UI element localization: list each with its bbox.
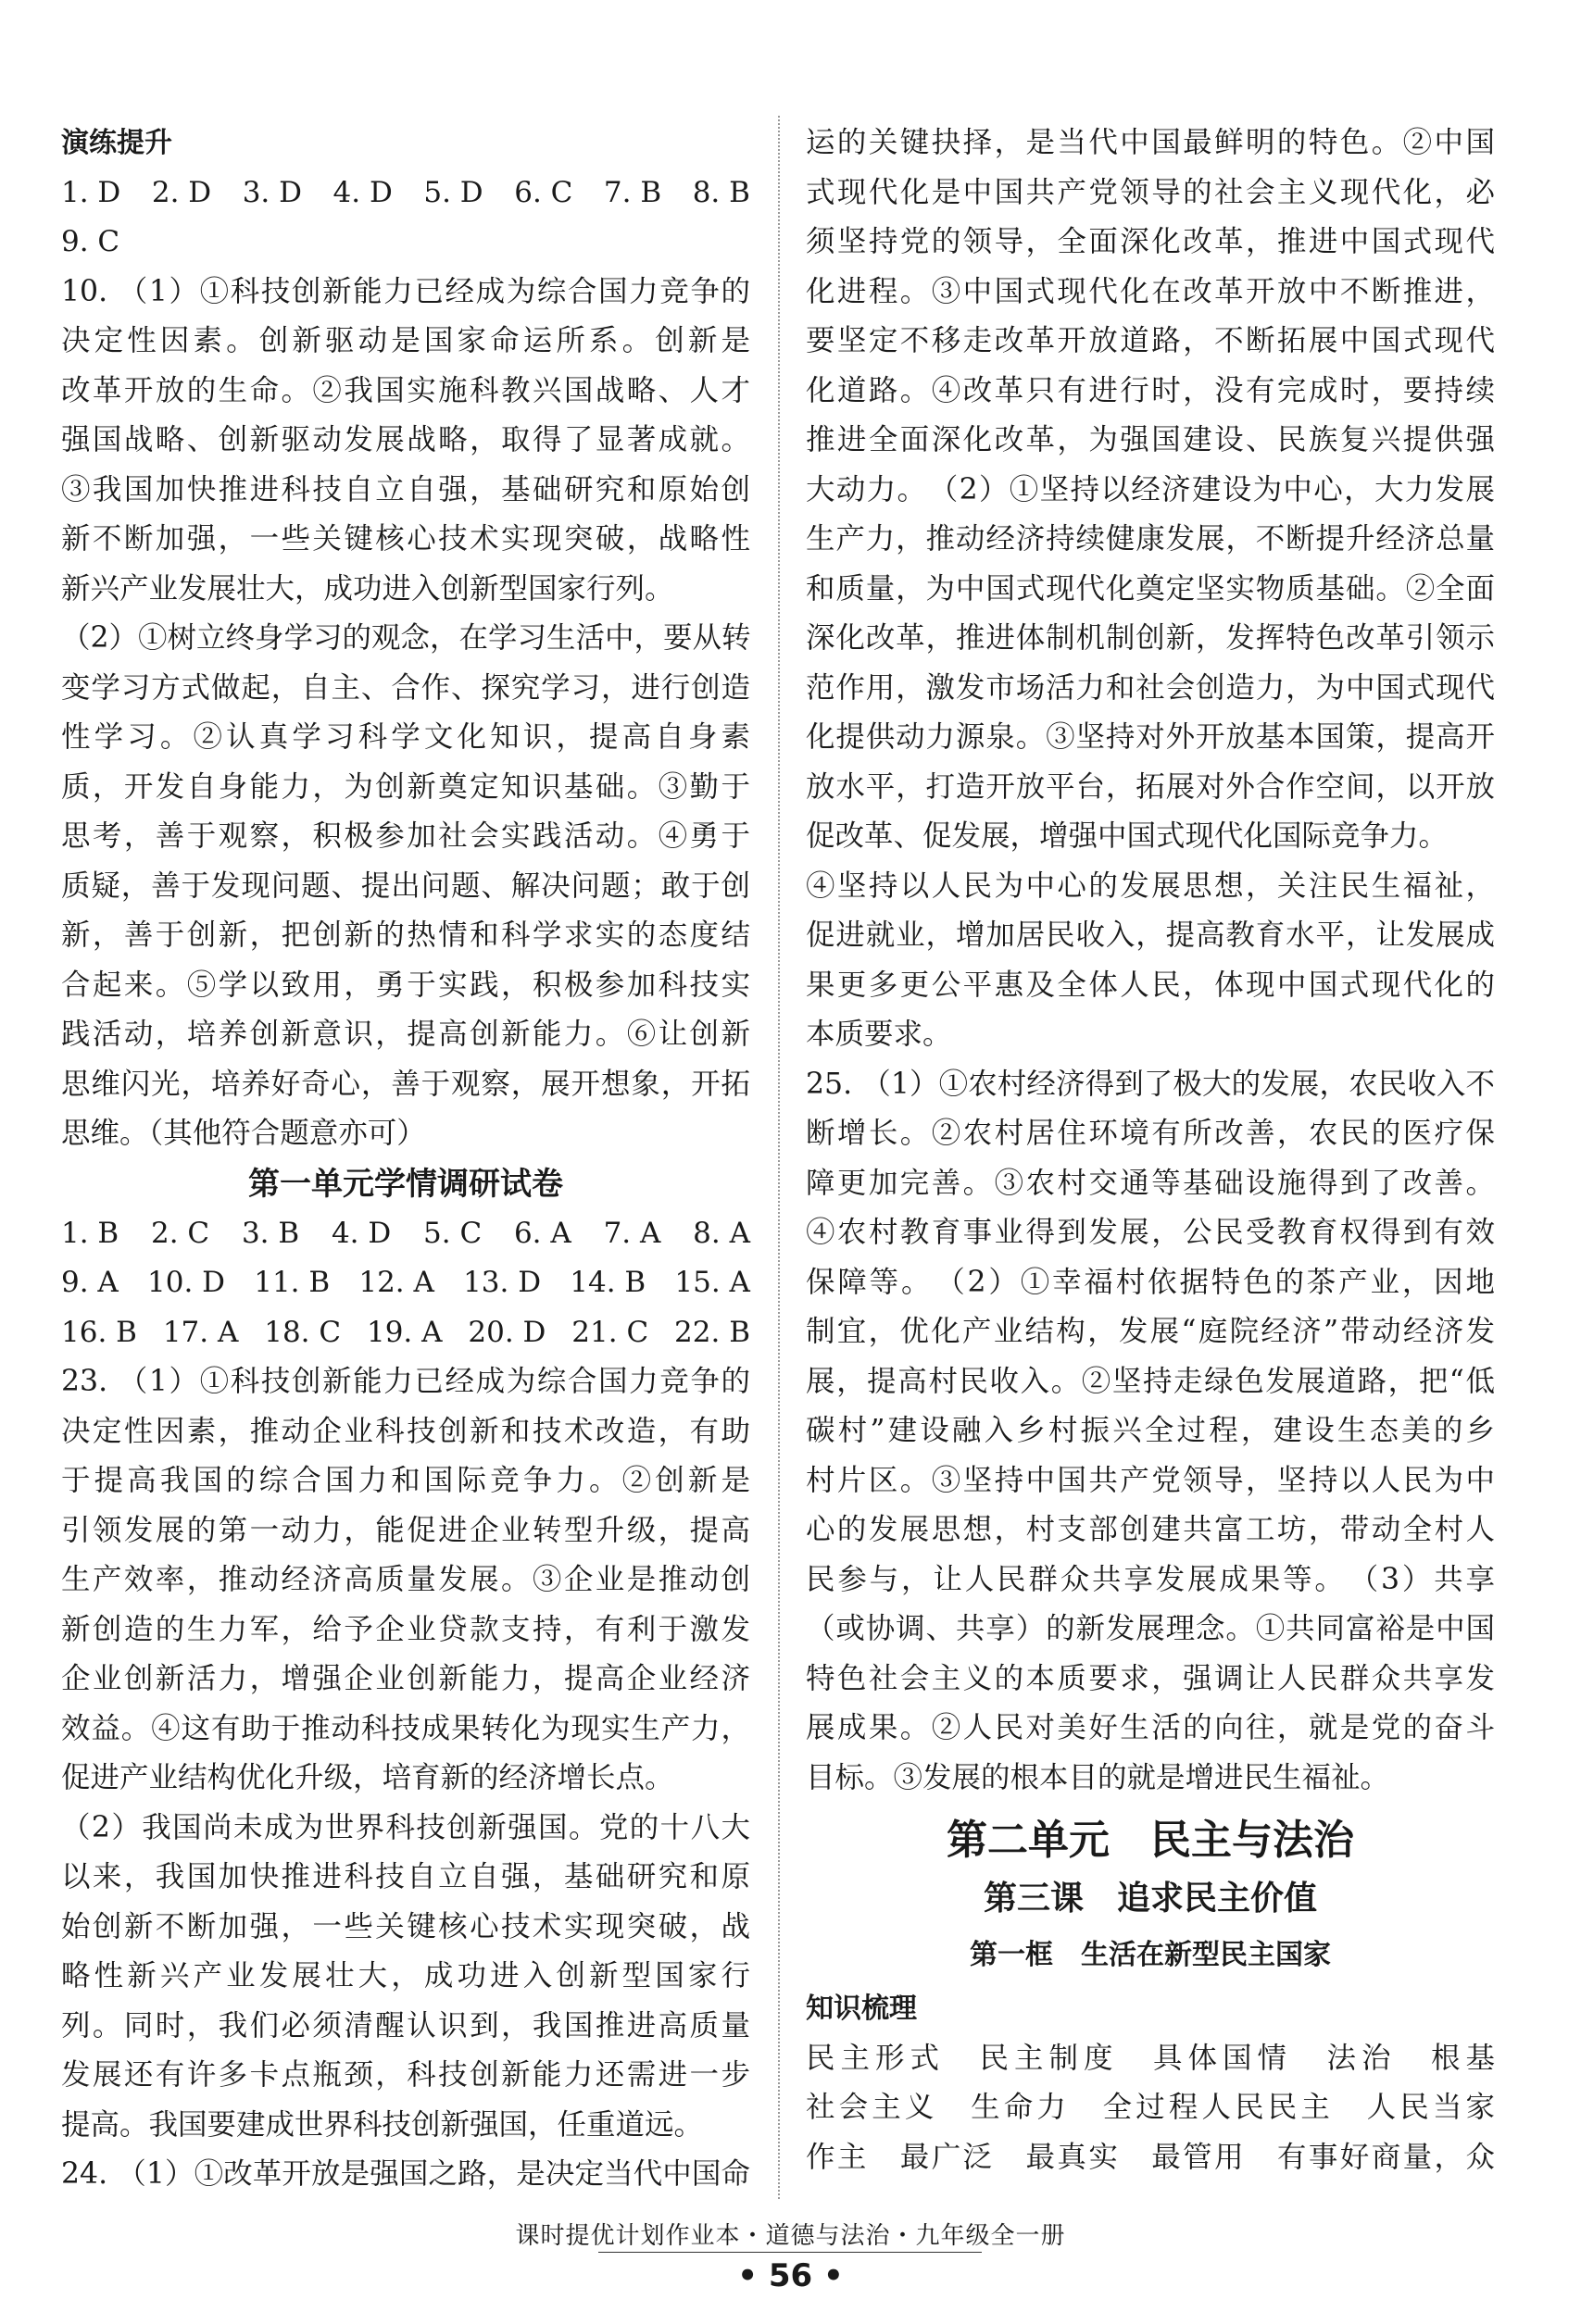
text-line: 民参与，让人民群众共享发展成果等。 （3）共享 (806, 1562, 1495, 1596)
text-line: 大动力。 （2）①坚持以经济建设为中心，大力发展 (806, 472, 1495, 506)
text-line: 思考，善于观察，积极参加社会实践活动。④勇于 (61, 819, 750, 853)
right-column (806, 119, 1495, 2182)
text-line: 生产力，推动经济持续健康发展，不断提升经济总量 (806, 522, 1495, 556)
text-line: 强国战略、创新驱动发展战略，取得了显著成就。 (61, 423, 750, 456)
answer-item: 3. D (242, 175, 302, 209)
text-line: 式现代化是中国共产党领导的社会主义现代化，必 (806, 175, 1495, 209)
text-line: ④坚持以人民为中心的发展思想，关注民生福祉， (806, 868, 1495, 903)
text-line: 本质要求。 (806, 1018, 952, 1051)
text-line: ③我国加快推进科技自立自强，基础研究和原始创 (61, 472, 750, 506)
text-line: 质疑，善于发现问题、提出问题、解决问题；敢于创 (61, 868, 750, 903)
footer-rule (598, 2252, 982, 2253)
answer-item: 22. B (674, 1315, 750, 1349)
text-line: 化提供动力源泉。③坚持对外开放基本国策，提高开 (806, 720, 1495, 754)
left-column (61, 119, 750, 2200)
answer-item: 2. D (151, 175, 212, 209)
answer-item: 5. C (423, 1216, 483, 1250)
text-line: 和质量，为中国式现代化奠定坚实物质基础。②全面 (806, 571, 1495, 606)
practice-answers-row-2 (61, 218, 750, 268)
answer-item: 7. A (603, 1216, 661, 1250)
question-24-continued (806, 119, 1495, 1060)
text-line: ④农村教育事业得到发展，公民受教育权得到有效 (806, 1216, 1495, 1249)
text-line: 23. （1）①科技创新能力已经成为综合国力竞争的 (61, 1365, 750, 1398)
text-line: 始创新不断加强，一些关键核心技术实现突破，战 (61, 1909, 750, 1943)
answer-item: 10. D (147, 1266, 226, 1299)
text-line: 碳村”建设融入乡村振兴全过程，建设生态美的乡 (806, 1414, 1495, 1447)
lesson-title: 第三课 追求民主价值 (983, 1880, 1317, 1918)
answer-item: 18. C (264, 1315, 342, 1349)
text-line: 新不断加强，一些关键核心技术实现突破，战略性 (61, 522, 750, 556)
answer-item: 11. B (254, 1266, 331, 1299)
answer-item: 9. C (61, 225, 120, 258)
text-line: 促进就业，增加居民收入，提高教育水平，让发展成 (806, 918, 1495, 952)
answer-item: 8. B (692, 175, 750, 209)
unit-title: 第二单元 民主与法治 (947, 1817, 1354, 1864)
text-line: 10. （1）①科技创新能力已经成为综合国力竞争的 (61, 274, 750, 308)
answer-item: 4. D (333, 175, 393, 209)
text-line: 促进产业结构优化升级，培育新的经济增长点。 (61, 1761, 674, 1794)
answer-item: 17. A (162, 1315, 239, 1349)
text-line: 心的发展思想，村支部创建共富工坊，带动全村人 (806, 1513, 1495, 1546)
text-line: 改革开放的生命。②我国实施科教兴国战略、人才 (61, 373, 750, 407)
text-line: 新，善于创新，把创新的热情和科学求实的态度结 (61, 918, 750, 952)
unit-test-heading: 第一单元学情调研试卷 (248, 1165, 563, 1203)
question-25-answer (806, 1060, 1495, 1804)
answer-item: 7. B (603, 175, 662, 209)
test-answers-row-2 (61, 1258, 750, 1308)
answer-item: 21. C (571, 1315, 649, 1349)
text-line: 作主 最广泛 最真实 最管用 有事好商量，众 (806, 2140, 1495, 2174)
answer-item: 1. D (61, 175, 121, 209)
text-line: 放水平，打造开放平台，拓展对外合作空间，以开放 (806, 769, 1495, 804)
text-line: 断增长。②农村居住环境有所改善，农民的医疗保 (806, 1117, 1495, 1150)
answer-item: 6. A (513, 1216, 571, 1250)
text-line: 展，提高村民收入。②坚持走绿色发展道路，把“低 (806, 1364, 1495, 1398)
answer-item: 5. D (423, 175, 483, 209)
text-line: 以来，我国加快推进科技自立自强，基础研究和原 (61, 1860, 750, 1893)
text-line: 发展还有许多卡点瓶颈，科技创新能力还需进一步 (61, 2058, 750, 2092)
text-line: 保障等。 （2）①幸福村依据特色的茶产业，因地 (806, 1265, 1495, 1299)
text-line: 新兴产业发展壮大，成功进入创新型国家行列。 (61, 571, 674, 606)
answer-item: 9. A (61, 1266, 119, 1299)
answer-item: 19. A (366, 1315, 443, 1349)
text-line: 思维闪光，培养好奇心，善于观察，展开想象，开拓 (61, 1067, 750, 1101)
practice-answers-row-1 (61, 169, 750, 219)
text-line: （或协调、共享）的新发展理念。①共同富裕是中国 (806, 1612, 1495, 1645)
text-line: 要坚定不移走改革开放道路，不断拓展中国式现代 (806, 324, 1495, 357)
text-line: 民主形式 民主制度 具体国情 法治 根基 (806, 2041, 1495, 2075)
answer-item: 1. B (61, 1216, 119, 1250)
text-line: 效益。④这有助于推动科技成果转化为现实生产力， (61, 1711, 750, 1745)
text-line: 列。同时，我们必须清醒认识到，我国推进高质量 (61, 2008, 750, 2043)
frame-title: 第一框 生活在新型民主国家 (970, 1939, 1331, 1971)
text-line: 展成果。②人民对美好生活的向往，就是党的奋斗 (806, 1711, 1495, 1744)
text-line: 目标。③发展的根本目的就是增进民生福祉。 (806, 1760, 1390, 1794)
text-line: （2）我国尚未成为世界科技创新强国。党的十八大 (61, 1810, 750, 1844)
answer-item: 2. C (151, 1216, 210, 1250)
text-line: 24. （1）①改革开放是强国之路，是决定当代中国命 (61, 2157, 750, 2191)
text-line: 村片区。③坚持中国共产党领导，坚持以人民为中 (806, 1463, 1495, 1497)
practice-heading: 演练提升 (61, 127, 172, 159)
test-answers-row-3 (61, 1308, 750, 1358)
text-line: （2）①树立终身学习的观念，在学习生活中，要从转 (61, 621, 751, 655)
answer-item: 12. A (358, 1266, 434, 1299)
text-line: 化进程。③中国式现代化在改革开放中不断推进， (806, 274, 1495, 308)
text-line: 障更加完善。③农村交通等基础设施得到了改善。 (806, 1166, 1495, 1200)
text-line: 须坚持党的领导，全面深化改革，推进中国式现代 (806, 225, 1495, 258)
text-line: 25. （1）①农村经济得到了极大的发展，农民收入不 (806, 1067, 1495, 1101)
text-line: 促改革、促发展，增强中国式现代化国际竞争力。 (806, 819, 1449, 853)
answer-item: 6. C (514, 175, 573, 209)
page-number: • 56 • (737, 2257, 844, 2294)
text-line: 性学习。②认真学习科学文化知识，提高自身素 (61, 720, 750, 754)
text-line: 化道路。④改革只有进行时，没有完成时，要持续 (806, 373, 1495, 407)
text-line: 于提高我国的综合国力和国际竞争力。②创新是 (61, 1464, 750, 1497)
text-line: 决定性因素，推动企业科技创新和技术改造，有助 (61, 1414, 750, 1448)
text-line: 企业创新活力，增强企业创新能力，提高企业经济 (61, 1662, 750, 1695)
text-line: 果更多更公平惠及全体人民，体现中国式现代化的 (806, 968, 1495, 1002)
text-line: 思维。（其他符合题意亦可） (61, 1117, 426, 1150)
text-line: 运的关键抉择，是当代中国最鲜明的特色。②中国 (806, 126, 1495, 159)
answer-item: 15. A (674, 1266, 750, 1299)
test-answers-row-1 (61, 1209, 750, 1259)
question-23-24-answer (61, 1357, 750, 2200)
text-line: 略性新兴产业发展壮大，成功进入创新型国家行 (61, 1959, 750, 1993)
text-line: 质，开发自身能力，为创新奠定知识基础。③勤于 (61, 769, 750, 804)
text-line: 合起来。⑤学以致用，勇于实践，积极参加科技实 (61, 968, 750, 1002)
text-line: 变学习方式做起，自主、合作、探究学习，进行创造 (61, 670, 750, 705)
answer-item: 3. B (241, 1216, 300, 1250)
knowledge-terms (806, 2034, 1495, 2183)
question-10-answer (61, 268, 750, 1159)
answer-item: 13. D (463, 1266, 542, 1299)
text-line: 决定性因素。创新驱动是国家命运所系。创新是 (61, 324, 750, 357)
text-line: 深化改革，推进体制机制创新，发挥特色改革引领示 (806, 621, 1495, 655)
footer-book-title: 课时提优计划作业本・道德与法治・九年级全一册 (515, 2222, 1066, 2250)
answer-item: 14. B (570, 1266, 646, 1299)
text-line: 引领发展的第一动力，能促进企业转型升级，提高 (61, 1513, 750, 1547)
text-line: 特色社会主义的本质要求，强调让人民群众共享发 (806, 1661, 1495, 1695)
answer-item: 8. A (693, 1216, 750, 1250)
knowledge-heading: 知识梳理 (806, 1993, 917, 2025)
text-line: 生产效率，推动经济高质量发展。③企业是推动创 (61, 1563, 750, 1596)
answer-item: 4. D (331, 1216, 392, 1250)
text-line: 推进全面深化改革，为强国建设、民族复兴提供强 (806, 423, 1495, 456)
text-line: 范作用，激发市场活力和社会创造力，为中国式现代 (806, 670, 1495, 705)
text-line: 社会主义 生命力 全过程人民民主 人民当家 (806, 2091, 1495, 2124)
text-line: 践活动，培养创新意识，提高创新能力。⑥让创新 (61, 1018, 750, 1051)
answer-item: 16. B (61, 1315, 137, 1349)
text-line: 制宜，优化产业结构，发展“庭院经济”带动经济发 (806, 1315, 1495, 1348)
text-line: 提高。我国要建成世界科技创新强国，任重道远。 (61, 2107, 704, 2142)
answer-item: 20. D (468, 1315, 546, 1349)
text-line: 新创造的生力军，给予企业贷款支持，有利于激发 (61, 1612, 750, 1646)
column-divider (778, 116, 780, 2199)
